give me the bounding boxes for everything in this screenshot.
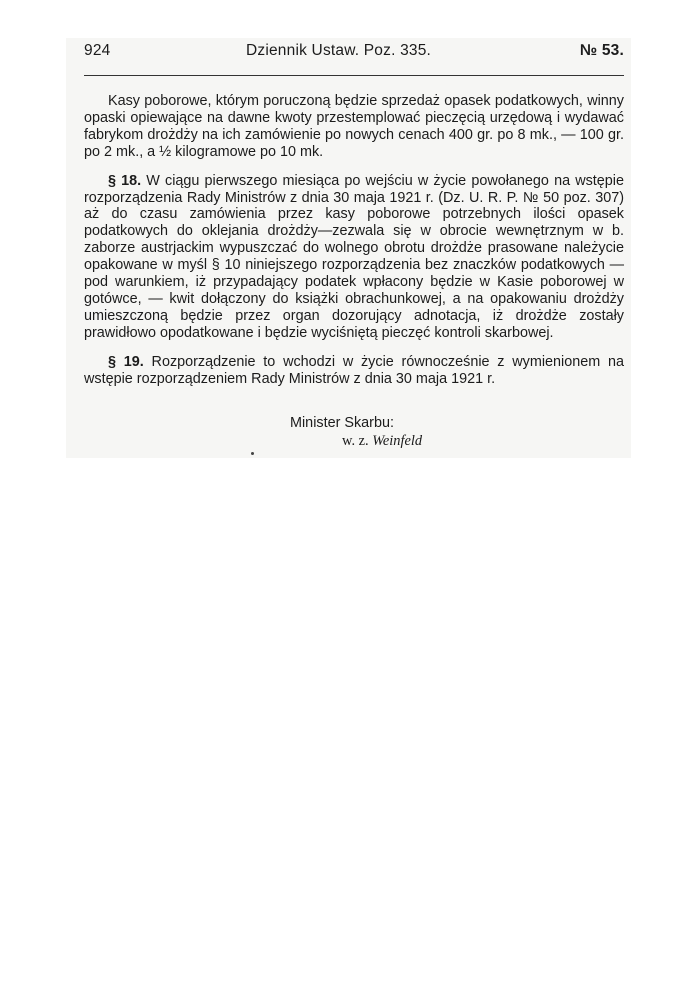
page-number: 924 — [84, 42, 111, 59]
paragraph-section-19 — [84, 354, 624, 388]
journal-title: Dziennik Ustaw. Poz. 335. — [246, 42, 432, 59]
header-divider — [84, 75, 624, 76]
document-body — [84, 93, 624, 388]
signer-prefix: w. z. — [342, 433, 369, 449]
ink-speck — [251, 452, 254, 455]
section-number: § 18. — [108, 172, 142, 189]
paragraph-text: W ciągu pierwszego miesiąca po wejściu w życie powołanego na wstępie rozporządzenia Rady Ministrów z dnia 30 maja 1921 r. (Dz. U. R. P. № 50 poz. 307) aż do czasu zamówienia przez kasy poborowe potrzebnych ilości opasek podatkowych do oklejania drożdży—zezwala się w obrocie wewnętrznym w b. zaborze austrjackim wypuszczać do wolnego obrotu drożdże prasowane należycie opakowane w myśl § 10 niniejszego rozporządzenia bez znaczków podatkowych — pod warunkiem, iż przypadający podatek wpłacony będzie w Kasie poborowej w gotówce, — kwit dołączony do książki obrachunkowej, a na opakowaniu drożdży umieszczoną będzie przez organ dozorujący adnotacja, iż drożdże zostały prawidłowo opodatkowane i będzie wyciśniętą pieczęć kontroli skarbowej. — [84, 172, 625, 341]
paragraph-text: Rozporządzenie to wchodzi w życie równocześnie z wymienionem na wstępie rozporządzeniem Rady Ministrów z dnia 30 maja 1921 r. — [84, 353, 624, 387]
signature-block — [290, 414, 590, 450]
section-number: § 19. — [108, 353, 144, 370]
paragraph-kasy-poborowe — [84, 93, 624, 161]
paragraph-text: Kasy poborowe, którym poruczoną będzie sprzedaż opasek podatkowych, winny opaski opiewające na dawne kwoty przestemplować pieczęcią urzędową i wydawać fabrykom drożdży na ich zamówienie po nowych cenach 400 gr. po 8 mk., — 100 gr. po 2 mk., a ½ kilogramowe po 10 mk. — [84, 93, 624, 160]
signer-line — [290, 432, 590, 450]
page-header — [84, 42, 624, 66]
issue-number: № 53. — [579, 42, 624, 59]
signer-name: Weinfeld — [372, 433, 423, 449]
paragraph-section-18 — [84, 173, 624, 342]
minister-title: Minister Skarbu: — [290, 415, 394, 431]
